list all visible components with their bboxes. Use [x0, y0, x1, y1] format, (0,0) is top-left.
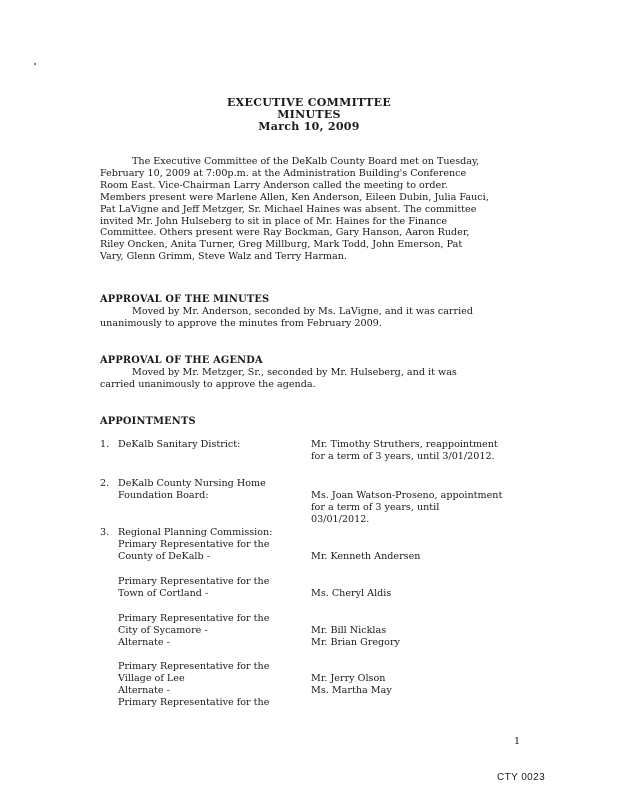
doc-date: March 10, 2009 [258, 120, 360, 133]
item-number: 2. [100, 478, 110, 489]
appointee-name: Ms. Martha May [311, 684, 392, 696]
role-line: City of Sycamore - [118, 624, 208, 636]
agenda-line: carried unanimously to approve the agenda. [100, 378, 316, 390]
role-line: Primary Representative for the [118, 613, 270, 624]
minutes-line: unanimously to approve the minutes from February 2009. [100, 317, 382, 329]
role-line: Village of Lee [118, 672, 185, 684]
appointee-line: Ms. Joan Watson-Proseno, appointment [311, 490, 503, 501]
role-line: County of DeKalb - [118, 550, 210, 562]
appointee-line: 03/01/2012. [311, 513, 370, 525]
role-line: Primary Representative for the [118, 539, 270, 550]
appointments-heading: APPOINTMENTS [100, 416, 196, 427]
intro-line: Vary, Glenn Grimm, Steve Walz and Terry Harman. [100, 251, 347, 263]
minutes-line: Moved by Mr. Anderson, seconded by Ms. LaVigne, and it was carried [132, 306, 473, 317]
role-line: Alternate - [118, 636, 170, 648]
agenda-heading: APPROVAL OF THE AGENDA [100, 355, 263, 366]
intro-line: Members present were Marlene Allen, Ken Anderson, Eileen Dubin, Julia Fauci, [100, 191, 489, 203]
doc-title: EXECUTIVE COMMITTEE [226, 96, 391, 109]
minutes-paragraph [100, 306, 520, 330]
intro-line: February 10, 2009 at 7:00p.m. at the Administration Building's Conference [100, 167, 467, 179]
role-line: Primary Representative for the [118, 661, 270, 672]
intro-line: Room East. Vice-Chairman Larry Anderson called the meeting to order. [100, 179, 448, 191]
item-number: 3. [100, 527, 110, 538]
appointment-org-line: Foundation Board: [118, 489, 209, 501]
appointee-line: for a term of 3 years, until 3/01/2012. [311, 450, 495, 462]
scan-speck [34, 63, 36, 65]
intro-line: The Executive Committee of the DeKalb County Board met on Tuesday, [132, 156, 480, 167]
appointee-name: Mr. Kenneth Andersen [311, 551, 421, 562]
bates-stamp: CTY 0023 [497, 772, 546, 783]
doc-subtitle: MINUTES [277, 108, 341, 121]
appointee-name: Mr. Bill Nicklas [311, 625, 387, 636]
minutes-heading: APPROVAL OF THE MINUTES [100, 294, 270, 305]
role-line: Primary Representative for the [118, 576, 270, 587]
appointee-name: Mr. Jerry Olson [311, 673, 386, 684]
intro-line: invited Mr. John Hulseberg to sit in place of Mr. Haines for the Finance [100, 215, 448, 227]
intro-line: Pat LaVigne and Jeff Metzger, Sr. Michael Haines was absent. The committee [100, 203, 477, 215]
agenda-paragraph [100, 367, 520, 391]
appointee-line: for a term of 3 years, until [311, 501, 440, 513]
intro-line: Riley Oncken, Anita Turner, Greg Millburg, Mark Todd, John Emerson, Pat [100, 239, 463, 251]
appointee-name: Mr. Brian Gregory [311, 636, 400, 648]
appointment-org: DeKalb Sanitary District: [118, 439, 241, 450]
agenda-line: Moved by Mr. Metzger, Sr., seconded by Mr. Hulseberg, and it was [132, 367, 457, 378]
appointee-name: Ms. Cheryl Aldis [311, 588, 392, 599]
page-number: 1 [514, 736, 521, 747]
role-line: Town of Cortland - [118, 587, 209, 599]
appointment-org-line: DeKalb County Nursing Home [118, 478, 266, 489]
intro-line: Committee. Others present were Ray Bockman, Gary Hanson, Aaron Ruder, [100, 227, 470, 239]
appointment-org: Regional Planning Commission: [118, 527, 273, 538]
intro-paragraph [100, 156, 520, 263]
role-line: Primary Representative for the [118, 696, 270, 708]
item-number: 1. [100, 439, 110, 450]
appointee-line: Mr. Timothy Struthers, reappointment [311, 439, 498, 450]
role-line: Alternate - [118, 684, 170, 696]
